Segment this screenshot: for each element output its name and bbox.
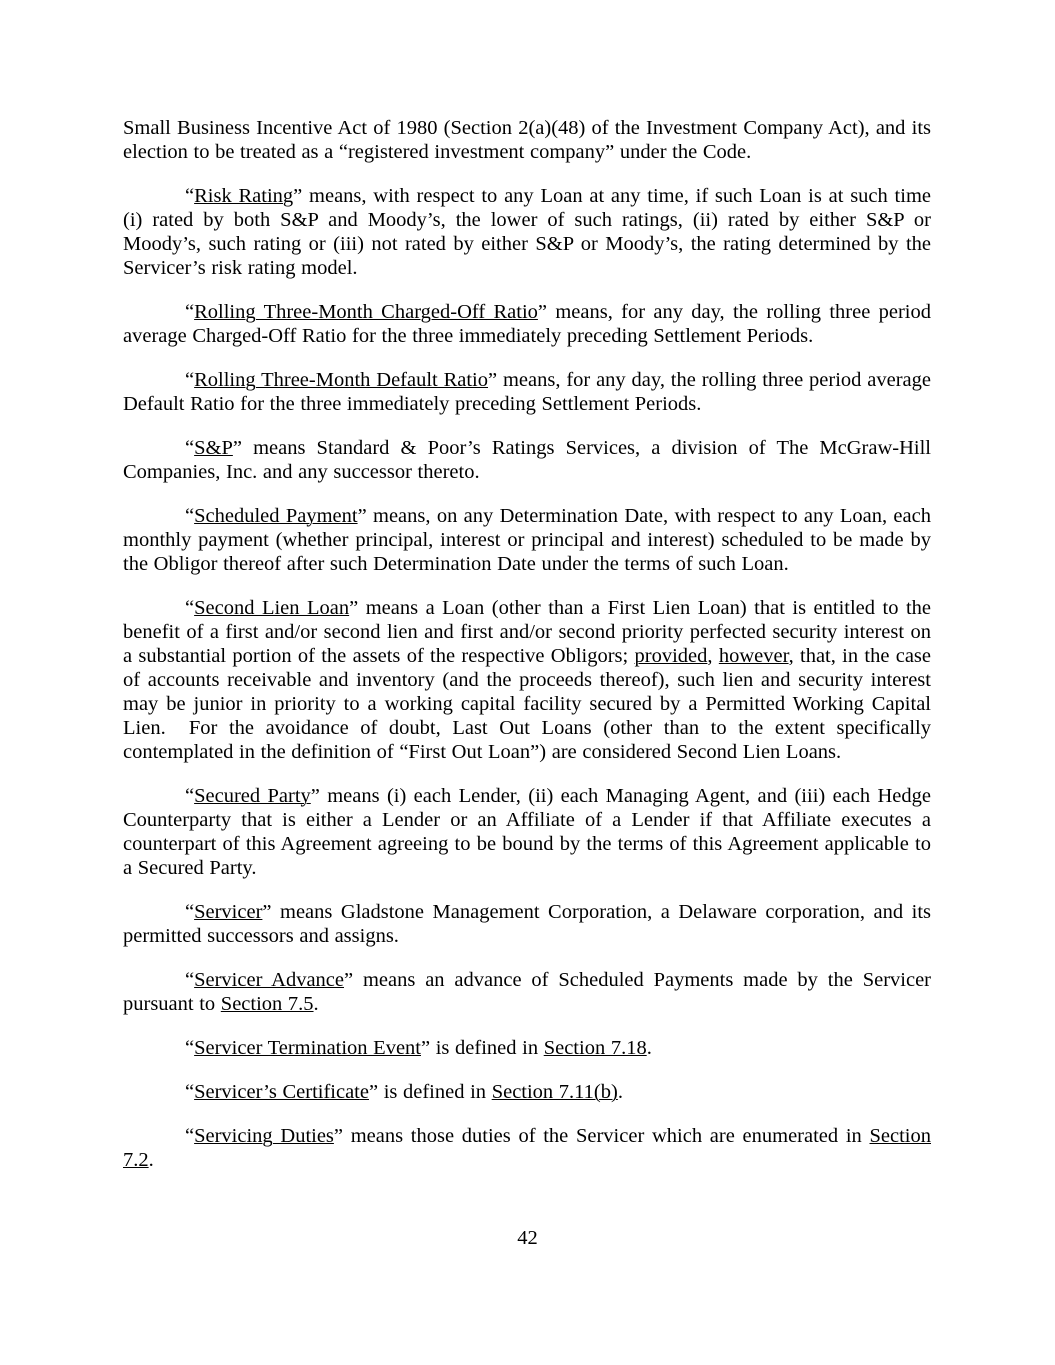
paragraph <box>123 596 931 764</box>
paragraph <box>123 1124 931 1172</box>
text-run: ” means (i) each Lender, (ii) each Managing Agent, and (iii) each Hedge Counterparty that is either a Lender or an Affiliate of a Lender if that Affiliate executes a counterpart of this Agreement agreeing to be bound by the terms of this Agreement applicable to a Secured Party. <box>123 785 931 879</box>
defined-term: Second Lien Loan <box>194 597 350 619</box>
text-run: ” means an advance of Scheduled Payments made by the Servicer pursuant to <box>123 969 931 1015</box>
text-run: ” means, for any day, the rolling three period average Default Ratio for the three immediately preceding Settlement Periods. <box>123 369 931 415</box>
text-run: , that, in the case of accounts receivable and inventory (and the proceeds thereof), such lien and security interest may be junior in priority to a working capital facility secured by a Permitted Working Capital Lien. For the avoidance of doubt, Last Out Loans (other than to the extent specifically contemplated in the definition of “First Out Loan”) are considered Second Lien Loans. <box>123 645 931 763</box>
text-run: “ <box>185 505 195 527</box>
defined-term: S&P <box>194 437 233 459</box>
defined-term: Servicer’s Certificate <box>194 1081 369 1103</box>
text-run: ” means Gladstone Management Corporation, a Delaware corporation, and its permitted successors and assigns. <box>123 901 931 947</box>
paragraph <box>123 368 931 416</box>
text-run: . <box>148 1149 154 1171</box>
page-number: 42 <box>517 1227 538 1249</box>
text-run: ” means, on any Determination Date, with respect to any Loan, each monthly payment (whether principal, interest or principal and interest) scheduled to be made by the Obligor thereof after such Determination Date under the terms of such Loan. <box>123 505 931 575</box>
paragraph <box>123 436 931 484</box>
defined-term: Servicer Advance <box>194 969 344 991</box>
text-run: . <box>313 993 319 1015</box>
text-run: “ <box>185 185 195 207</box>
text-run: Small Business Incentive Act of 1980 (Section 2(a)(48) of the Investment Company Act), and its election to be treated as a “registered investment company” under the Code. <box>123 117 931 163</box>
text-run: , <box>707 645 719 667</box>
defined-term: Servicer <box>194 901 263 923</box>
text-run: ” means those duties of the Servicer which are enumerated in <box>333 1125 870 1147</box>
paragraph <box>123 784 931 880</box>
paragraph <box>123 504 931 576</box>
defined-term: Servicer Termination Event <box>194 1037 421 1059</box>
defined-term: provided <box>634 645 708 667</box>
text-run: “ <box>185 597 195 619</box>
text-run: ” means, for any day, the rolling three period average Charged-Off Ratio for the three immediately preceding Settlement Periods. <box>123 301 931 347</box>
text-run: “ <box>185 1125 195 1147</box>
defined-term: Section 7.18 <box>543 1037 647 1059</box>
document-body <box>123 116 931 1192</box>
text-run: . <box>646 1037 652 1059</box>
text-run: ” is defined in <box>421 1037 544 1059</box>
page-footer <box>0 1226 1055 1250</box>
paragraph <box>123 1036 931 1060</box>
text-run: ” is defined in <box>368 1081 492 1103</box>
paragraph <box>123 1080 931 1104</box>
paragraph <box>123 968 931 1016</box>
text-run: “ <box>185 301 195 323</box>
defined-term: Rolling Three-Month Charged-Off Ratio <box>194 301 538 323</box>
text-run: “ <box>185 369 195 391</box>
paragraph <box>123 900 931 948</box>
text-run: “ <box>185 1081 195 1103</box>
defined-term: Secured Party <box>194 785 311 807</box>
defined-term: Risk Rating <box>194 185 294 207</box>
defined-term: Section 7.2 <box>123 1125 931 1171</box>
paragraph <box>123 300 931 348</box>
text-run: . <box>617 1081 623 1103</box>
text-run: “ <box>185 901 195 923</box>
defined-term: Section 7.5 <box>220 993 314 1015</box>
text-run: “ <box>185 969 195 991</box>
defined-term: Servicing Duties <box>194 1125 334 1147</box>
text-run: “ <box>185 437 195 459</box>
text-run: “ <box>185 785 195 807</box>
defined-term: Rolling Three-Month Default Ratio <box>194 369 489 391</box>
defined-term: however <box>718 645 789 667</box>
defined-term: Section 7.11(b) <box>491 1081 618 1103</box>
text-run: ” means, with respect to any Loan at any time, if such Loan is at such time (i) rated by both S&P and Moody’s, the lower of such ratings, (ii) rated by either S&P or Moody’s, such rating or (iii) not rated by either S&P or Moody’s, the rating determined by the Servicer’s risk rating model. <box>123 185 931 279</box>
text-run: “ <box>185 1037 195 1059</box>
paragraph <box>123 184 931 280</box>
paragraph <box>123 116 931 164</box>
defined-term: Scheduled Payment <box>194 505 358 527</box>
text-run: ” means a Loan (other than a First Lien Loan) that is entitled to the benefit of a first and/or second lien and first and/or second priority perfected security interest on a substantial portion of the assets of the respective Obligors; <box>123 597 931 667</box>
text-run: ” means Standard & Poor’s Ratings Services, a division of The McGraw-Hill Companies, Inc. and any successor thereto. <box>123 437 931 483</box>
